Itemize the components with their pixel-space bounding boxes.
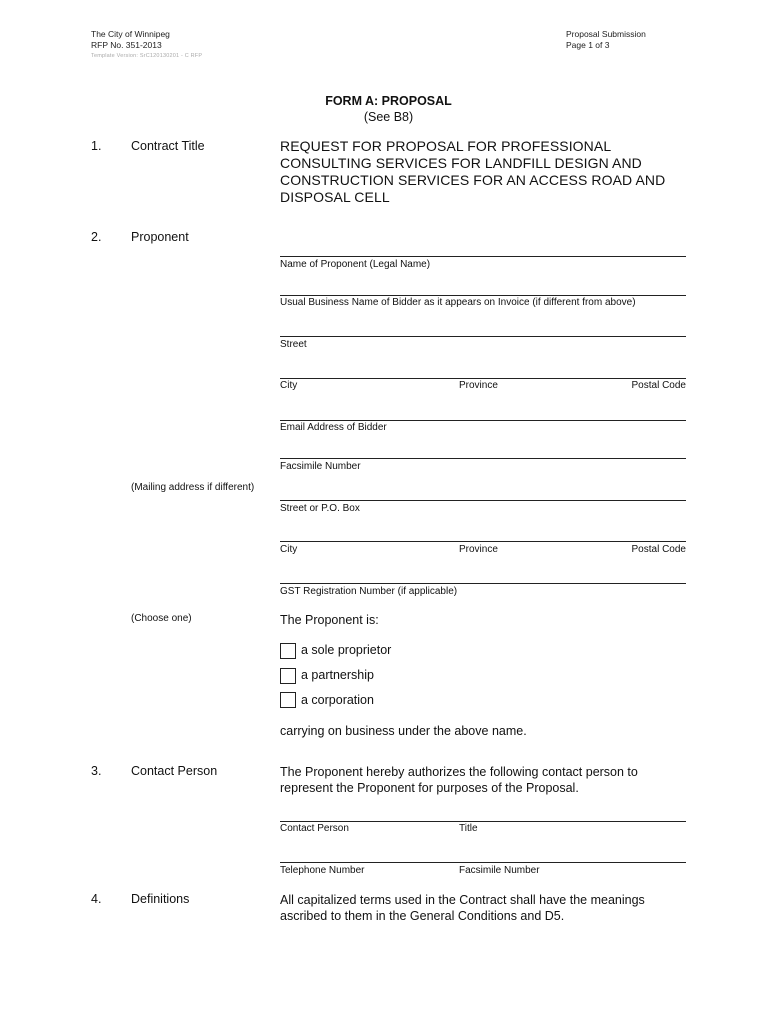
contact-person-row <box>280 823 686 837</box>
proponent-is-label: The Proponent is: <box>280 613 379 627</box>
contract-title-line: REQUEST FOR PROPOSAL FOR PROFESSIONAL <box>280 138 612 154</box>
city-province-postal-input[interactable] <box>280 378 686 379</box>
text-line: All capitalized terms used in the Contract shall have the meanings <box>280 893 645 907</box>
gst-row <box>280 586 686 600</box>
carrying-on-business-text: carrying on business under the above name. <box>280 724 527 738</box>
partnership-checkbox[interactable] <box>280 668 296 684</box>
text-line: represent the Proponent for purposes of the Proposal. <box>280 781 579 795</box>
email-input[interactable] <box>280 420 686 421</box>
gst-label: GST Registration Number (if applicable) <box>280 586 458 597</box>
business-name-label: Usual Business Name of Bidder as it appears on Invoice (if different from above) <box>280 297 636 308</box>
contact-person-label: Contact Person <box>280 823 349 834</box>
form-subtitle: (See B8) <box>363 110 414 124</box>
telephone-input[interactable] <box>280 862 686 863</box>
email-row <box>280 422 686 436</box>
contact-person-input[interactable] <box>280 821 686 822</box>
template-version: Template Version: SrC120130201 - C RFP <box>91 53 203 59</box>
contact-authorization-text <box>280 764 686 796</box>
contract-title-line: DISPOSAL CELL <box>280 189 390 205</box>
street-label: Street <box>280 339 307 350</box>
street-po-label: Street or P.O. Box <box>280 503 360 514</box>
form-title: FORM A: PROPOSAL <box>325 94 452 108</box>
submission-label: Proposal Submission <box>566 29 646 39</box>
sole-proprietor-label: a sole proprietor <box>301 643 392 657</box>
section-4-label: Definitions <box>131 892 190 906</box>
business-name-row <box>280 297 686 311</box>
fax-input[interactable] <box>280 458 686 459</box>
legal-name-input[interactable] <box>280 256 686 257</box>
legal-name-row <box>280 259 686 273</box>
section-2-number: 2. <box>91 230 102 244</box>
city-label: City <box>280 544 298 555</box>
header-left <box>91 29 170 51</box>
telephone-label: Telephone Number <box>280 865 365 876</box>
section-1-label: Contract Title <box>131 139 205 153</box>
choose-one-note: (Choose one) <box>131 613 192 624</box>
section-1-number: 1. <box>91 139 102 153</box>
rfp-number: RFP No. 351-2013 <box>91 40 162 50</box>
city-province-postal-row <box>280 380 686 394</box>
mailing-city-row <box>280 544 686 558</box>
section-3-number: 3. <box>91 764 102 778</box>
street-row <box>280 339 686 353</box>
email-label: Email Address of Bidder <box>280 422 387 433</box>
telephone-row <box>280 865 686 879</box>
business-name-input[interactable] <box>280 295 686 296</box>
gst-input[interactable] <box>280 583 686 584</box>
text-line: The Proponent hereby authorizes the following contact person to <box>280 765 638 779</box>
contract-title <box>280 138 665 206</box>
definitions-text <box>280 892 686 924</box>
corporation-label: a corporation <box>301 693 374 707</box>
corporation-checkbox[interactable] <box>280 692 296 708</box>
province-label: Province <box>459 544 498 555</box>
section-4-number: 4. <box>91 892 102 906</box>
mailing-address-note: (Mailing address if different) <box>131 482 255 493</box>
page-number: Page 1 of 3 <box>566 40 610 50</box>
header-right <box>566 29 646 51</box>
mailing-street-input[interactable] <box>280 500 686 501</box>
contract-title-line: CONSULTING SERVICES FOR LANDFILL DESIGN AND <box>280 155 642 171</box>
title-label: Title <box>459 823 478 834</box>
street-input[interactable] <box>280 336 686 337</box>
text-line: ascribed to them in the General Conditions and D5. <box>280 909 565 923</box>
city-label: City <box>280 380 298 391</box>
contract-title-line: CONSTRUCTION SERVICES FOR AN ACCESS ROAD AND <box>280 172 666 188</box>
mailing-city-input[interactable] <box>280 541 686 542</box>
section-2-label: Proponent <box>131 230 189 244</box>
legal-name-label: Name of Proponent (Legal Name) <box>280 259 431 270</box>
postal-code-label: Postal Code <box>631 380 686 391</box>
sole-proprietor-checkbox[interactable] <box>280 643 296 659</box>
postal-code-label: Postal Code <box>631 544 686 555</box>
contact-fax-label: Facsimile Number <box>459 865 540 876</box>
fax-row <box>280 461 686 475</box>
city-name: The City of Winnipeg <box>91 29 170 39</box>
mailing-street-row <box>280 503 686 517</box>
section-3-label: Contact Person <box>131 764 218 778</box>
partnership-label: a partnership <box>301 668 374 682</box>
province-label: Province <box>459 380 498 391</box>
fax-label: Facsimile Number <box>280 461 361 472</box>
